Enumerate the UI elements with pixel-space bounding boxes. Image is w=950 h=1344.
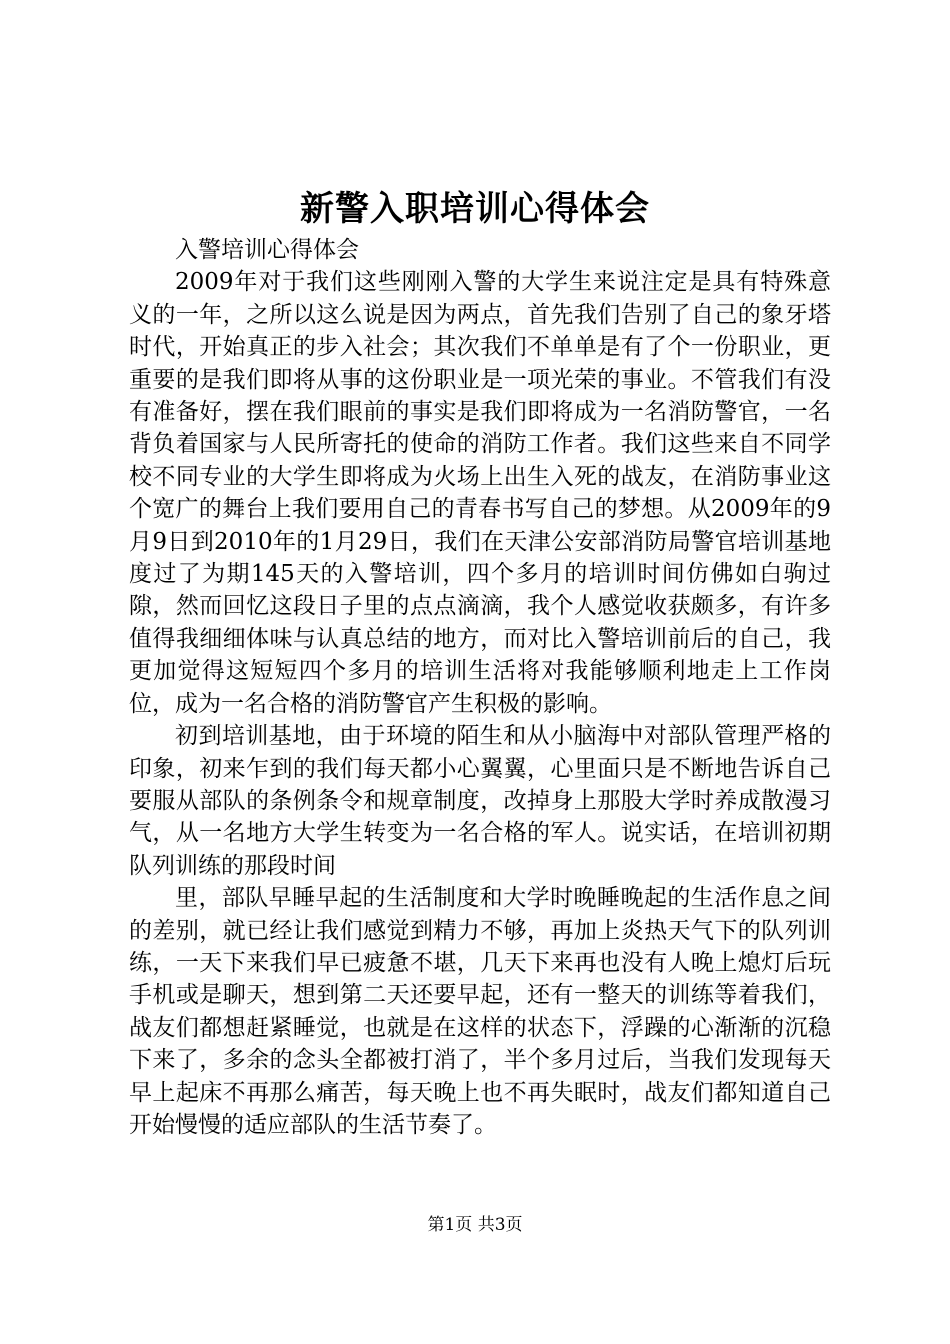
document-body <box>129 234 831 1141</box>
paragraph-2: 初到培训基地，由于环境的陌生和从小脑海中对部队管理严格的印象，初来乍到的我们每天都小心翼翼，心里面只是不断地告诉自己要服从部队的条例条令和规章制度，改掉身上那股大学时养成散漫习气，从一名地方大学生转变为一名合格的军人。说实话，在培训初期队列训练的那段时间 <box>129 723 831 879</box>
document-subtitle: 入警培训心得体会 <box>175 237 359 263</box>
paragraph-1: 2009年对于我们这些刚刚入警的大学生来说注定是具有特殊意义的一年，之所以这么说是因为两点，首先我们告别了自己的象牙塔时代，开始真正的步入社会；其次我们不单单是有了个一份职业，更重要的是我们即将从事的这份职业是一项光荣的事业。不管我们有没有准备好，摆在我们眼前的事实是我们即将成为一名消防警官，一名背负着国家与人民所寄托的使命的消防工作者。我们这些来自不同学校不同专业的大学生即将成为火场上出生入死的战友，在消防事业这个宽广的舞台上我们要用自己的青春书写自己的梦想。从2009年的9月9日到2010年的1月29日，我们在天津公安部消防局警官培训基地度过了为期145天的入警培训，四个多月的培训时间仿佛如白驹过隙，然而回忆这段日子里的点点滴滴，我个人感觉收获颇多，有许多值得我细细体味与认真总结的地方，而对比入警培训前后的自己，我更加觉得这短短四个多月的培训生活将对我能够顺利地走上工作岗位，成为一名合格的消防警官产生积极的影响。 <box>129 269 831 717</box>
document-title: 新警入职培训心得体会 <box>300 189 650 229</box>
page-footer: 第1页 共3页 <box>427 1215 523 1235</box>
paragraph-3: 里，部队早睡早起的生活制度和大学时晚睡晚起的生活作息之间的差别，就已经让我们感觉到精力不够，再加上炎热天气下的队列训练，一天下来我们早已疲惫不堪，几天下来再也没有人晚上熄灯后玩手机或是聊天，想到第二天还要早起，还有一整天的训练等着我们，战友们都想赶紧睡觉，也就是在这样的状态下，浮躁的心渐渐的沉稳下来了，多余的念头全都被打消了，半个多月过后，当我们发现每天早上起床不再那么痛苦，每天晚上也不再失眠时，战友们都知道自己开始慢慢的适应部队的生活节奏了。 <box>129 885 831 1138</box>
